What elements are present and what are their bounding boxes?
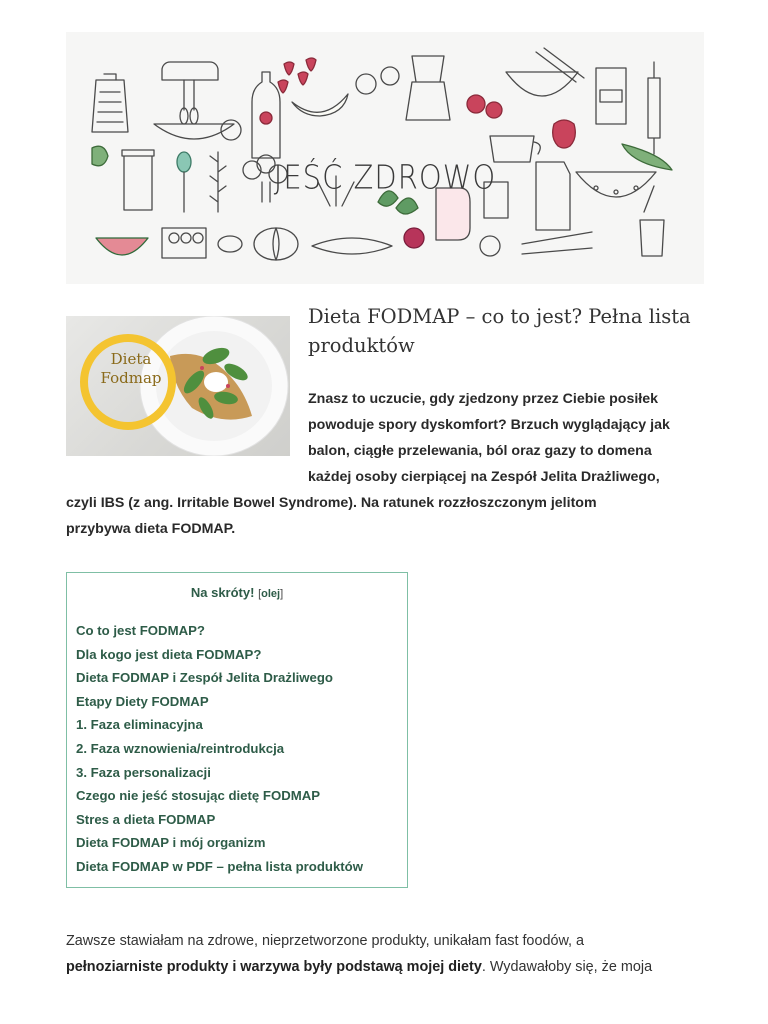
toc-item[interactable]: Co to jest FODMAP? bbox=[76, 623, 205, 638]
toc-item[interactable]: Stres a dieta FODMAP bbox=[76, 811, 216, 827]
toc-item[interactable]: 1. Faza eliminacyjna bbox=[76, 717, 203, 733]
hero-title: JEŚĆ ZDROWO bbox=[273, 157, 497, 197]
toc-item[interactable]: Czego nie jeść stosując dietę FODMAP bbox=[76, 788, 321, 804]
body-line bbox=[66, 954, 716, 980]
lead-line: przybywa dieta FODMAP. bbox=[66, 521, 236, 537]
table-of-contents bbox=[66, 572, 408, 888]
toc-header bbox=[67, 585, 407, 600]
toc-item[interactable]: Dieta FODMAP w PDF – pełna lista produktów bbox=[76, 858, 363, 874]
toc-toggle-open: [ bbox=[258, 588, 262, 600]
body-text-rest: . Wydawałoby się, że moja bbox=[481, 959, 653, 975]
toc-item[interactable]: Etapy Diety FODMAP bbox=[76, 693, 209, 709]
toc-toggle-link[interactable]: olej bbox=[261, 588, 281, 600]
toc-item[interactable]: Dieta FODMAP i mój organizm bbox=[76, 835, 266, 851]
body-line: Zawsze stawiałam na zdrowe, nieprzetworzone produkty, unikałam fast foodów, a bbox=[66, 933, 585, 949]
lead-line: Znasz to uczucie, gdy zjedzony przez Ciebie posiłek bbox=[308, 391, 659, 407]
lead-line: każdej osoby cierpiącej na Zespół Jelita Drażliwego, bbox=[308, 469, 660, 485]
lead-line: balon, ciągłe przelewania, ból oraz gazy to domena bbox=[308, 443, 652, 459]
article-lead bbox=[66, 386, 706, 542]
toc-item[interactable]: Dla kogo jest dieta FODMAP? bbox=[76, 646, 262, 662]
toc-heading: Na skróty! bbox=[190, 585, 255, 600]
thumbnail-label bbox=[94, 350, 168, 388]
toc-list bbox=[76, 619, 363, 879]
article-body bbox=[66, 928, 716, 980]
toc-toggle bbox=[258, 588, 283, 600]
body-bold-text: pełnoziarniste produkty i warzywa były podstawą mojej diety bbox=[66, 959, 482, 975]
toc-toggle-close: ] bbox=[280, 588, 284, 600]
article-title[interactable]: Dieta FODMAP – co to jest? Pełna lista produktów bbox=[308, 305, 691, 357]
lead-line: powoduje spory dyskomfort? Brzuch wyglądający jak bbox=[308, 417, 670, 433]
hero-banner bbox=[66, 32, 704, 284]
toc-item[interactable]: Dieta FODMAP i Zespół Jelita Drażliwego bbox=[76, 670, 333, 686]
thumbnail-label-line1: Dieta bbox=[110, 350, 152, 368]
lead-line: czyli IBS (z ang. Irritable Bowel Syndrome). Na ratunek rozzłoszczonym jelitom bbox=[66, 495, 597, 511]
thumbnail-label-line2: Fodmap bbox=[100, 369, 162, 387]
toc-item[interactable]: 2. Faza wznowienia/reintrodukcja bbox=[76, 740, 285, 756]
toc-item[interactable]: 3. Faza personalizacji bbox=[76, 764, 211, 780]
